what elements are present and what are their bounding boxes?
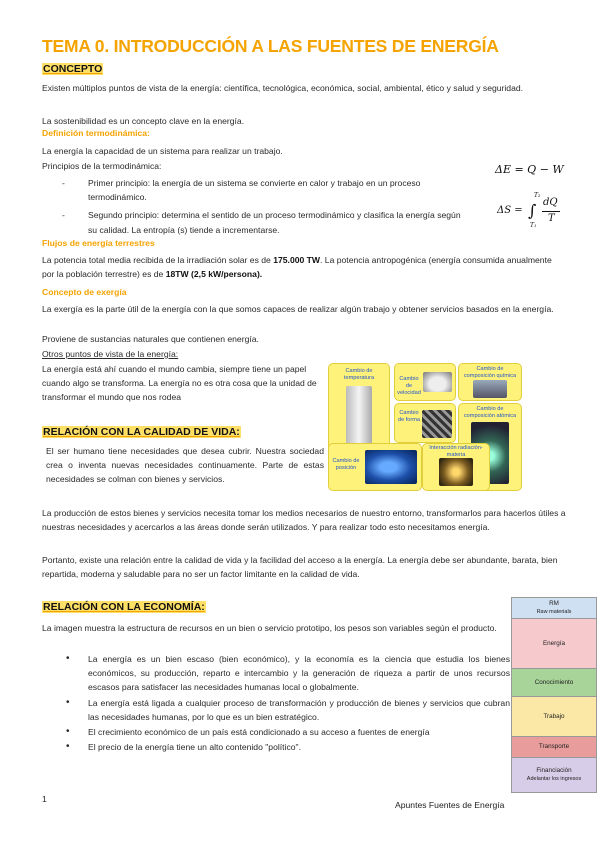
- formula-entropy: ΔS = ∫ T₂ T₁ dQ T: [497, 192, 567, 232]
- fridge-image: [346, 386, 372, 448]
- economia-bullet: • La energía es un bien escaso (bien económico), y la economía es la ciencia que estudia los bienes económicos, su producción, reparto e intercambio y la generación de riqueza a partir de unos recursos escasos para satisfacer las necesidades humanas local o globalmente.: [88, 652, 510, 695]
- page-title: TEMA 0. INTRODUCCIÓN A LAS FUENTES DE ENERGÍA: [42, 36, 499, 56]
- page-number: 1: [42, 794, 47, 804]
- calidad-paragraph-3: Portanto, existe una relación entre la calidad de vida y la facilidad del acceso a la energía. La energía debe ser abundante, barata, bien repartida, moderna y saludable para no ser un factor limitante en la calidad de vida.: [42, 555, 558, 580]
- subheading-exergia: Concepto de exergía: [42, 287, 127, 297]
- flujos-paragraph: La potencia total media recibida de la irradiación solar es de 175.000 TW. La potencia antropogénica (energía consumida anualmente por la población terrestre) es de 18TW (2,5 kW/persona).: [42, 255, 552, 280]
- economia-bullet: • La energía está ligada a cualquier proceso de transformación y producción de bienes y servicios que cubran las necesidades humanas, por lo que es un bien estratégico.: [88, 696, 510, 724]
- bar-segment-trabajo: Trabajo: [511, 696, 597, 737]
- bar-segment-conocimiento: Conocimiento: [511, 668, 597, 697]
- exergia-paragraph-2: Proviene de sustancias naturales que contienen energía.: [42, 334, 259, 344]
- economia-bullet: • El crecimiento económico de un país está condicionado a su acceso a fuentes de energía: [88, 725, 510, 739]
- plant-image: [439, 458, 473, 486]
- motor-image: [365, 450, 417, 484]
- subheading-otros: Otros puntos de vista de la energía:: [42, 349, 179, 359]
- definicion-paragraph: La energía la capacidad de un sistema para realizar un trabajo.: [42, 146, 283, 156]
- principles-list: [88, 176, 470, 237]
- bar-segment-energia: Energía: [511, 618, 597, 669]
- economia-bullet: • El precio de la energía tiene un alto contenido "político".: [88, 740, 510, 754]
- section-heading-calidad: RELACIÓN CON LA CALIDAD DE VIDA:: [43, 426, 240, 438]
- calidad-paragraph-1: El ser humano tiene necesidades que desea cubrir. Nuestra sociedad crea o inventa nuevas necesidades continuamente. Parte de estas necesidades se colman con bienes y servicios.: [46, 446, 324, 485]
- box-forma: Cambio de forma: [394, 403, 456, 443]
- otros-paragraph: La energía está ahí cuando el mundo cambia, siempre tiene un papel cuando algo se transforma. La energía no es otra cosa que la unidad de transformar el mundo que nos rodea: [42, 364, 317, 403]
- gears-image: [422, 410, 452, 438]
- box-velocidad: Cambio de velocidad: [394, 363, 456, 401]
- principle-item: - Primer principio: la energía de un sistema se convierte en calor y trabajo en un proceso termodinámico.: [88, 176, 470, 204]
- bar-segment-rm: RM Raw materials: [511, 597, 597, 619]
- concepto-paragraph-2: La sostenibilidad es un concepto clave en la energía.: [42, 116, 245, 126]
- box-composicion-quimica: Cambio de composición química: [458, 363, 522, 401]
- formula-first-law: ΔE = Q − W: [495, 163, 564, 176]
- subheading-flujos: Flujos de energía terrestres: [42, 238, 155, 248]
- economia-paragraph-1: La imagen muestra la estructura de recursos en un bien o servicio prototipo, los pesos son variables según el producto.: [42, 623, 497, 633]
- box-radiacion-materia: Interacción radiación-materia: [422, 443, 490, 491]
- bar-segment-financiacion: Financiación Adelantar los ingresos: [511, 757, 597, 793]
- subheading-definicion: Definición termodinámica:: [42, 128, 150, 138]
- box-temperatura: Cambio de temperatura: [328, 363, 390, 455]
- section-heading-economia: RELACIÓN CON LA ECONOMÍA:: [43, 601, 205, 613]
- bar-segment-transporte: Transporte: [511, 736, 597, 758]
- principle-item: - Segundo principio: determina el sentido de un proceso termodinámico y clasifica la energía según su calidad. La entropía (s) tiende a incrementarse.: [88, 208, 470, 236]
- factory-image: [473, 380, 507, 398]
- concepto-paragraph-1: Existen múltiplos puntos de vista de la energía: científica, tecnológica, económica, social, ambiental, ético y salud y seguridad.: [42, 83, 524, 93]
- box-composicion-atomica: Cambio de composición atómica: [458, 403, 522, 491]
- footer-text: Apuntes Fuentes de Energía: [395, 800, 505, 810]
- exergia-paragraph-1: La exergía es la parte útil de la energía con la que somos capaces de realizar algún trabajo y obtener servicios basados en la energía.: [42, 304, 554, 314]
- box-posicion: Cambio de posición: [328, 443, 422, 491]
- section-heading-concepto: CONCEPTO: [43, 63, 103, 75]
- energy-changes-diagram: [326, 361, 522, 493]
- calidad-paragraph-2: La producción de estos bienes y servicios necesita tomar los medios necesarios de nuestro entorno, transformarlos para hacerlos útiles a nuestras necesidades y acercarlos a las áreas donde serán utilizados. Y para realizar todo esto necesitamos energía.: [42, 508, 566, 533]
- principios-label: Principios de la termodinámica:: [42, 161, 162, 171]
- car-image: [423, 372, 452, 392]
- economia-bullets: [88, 652, 510, 754]
